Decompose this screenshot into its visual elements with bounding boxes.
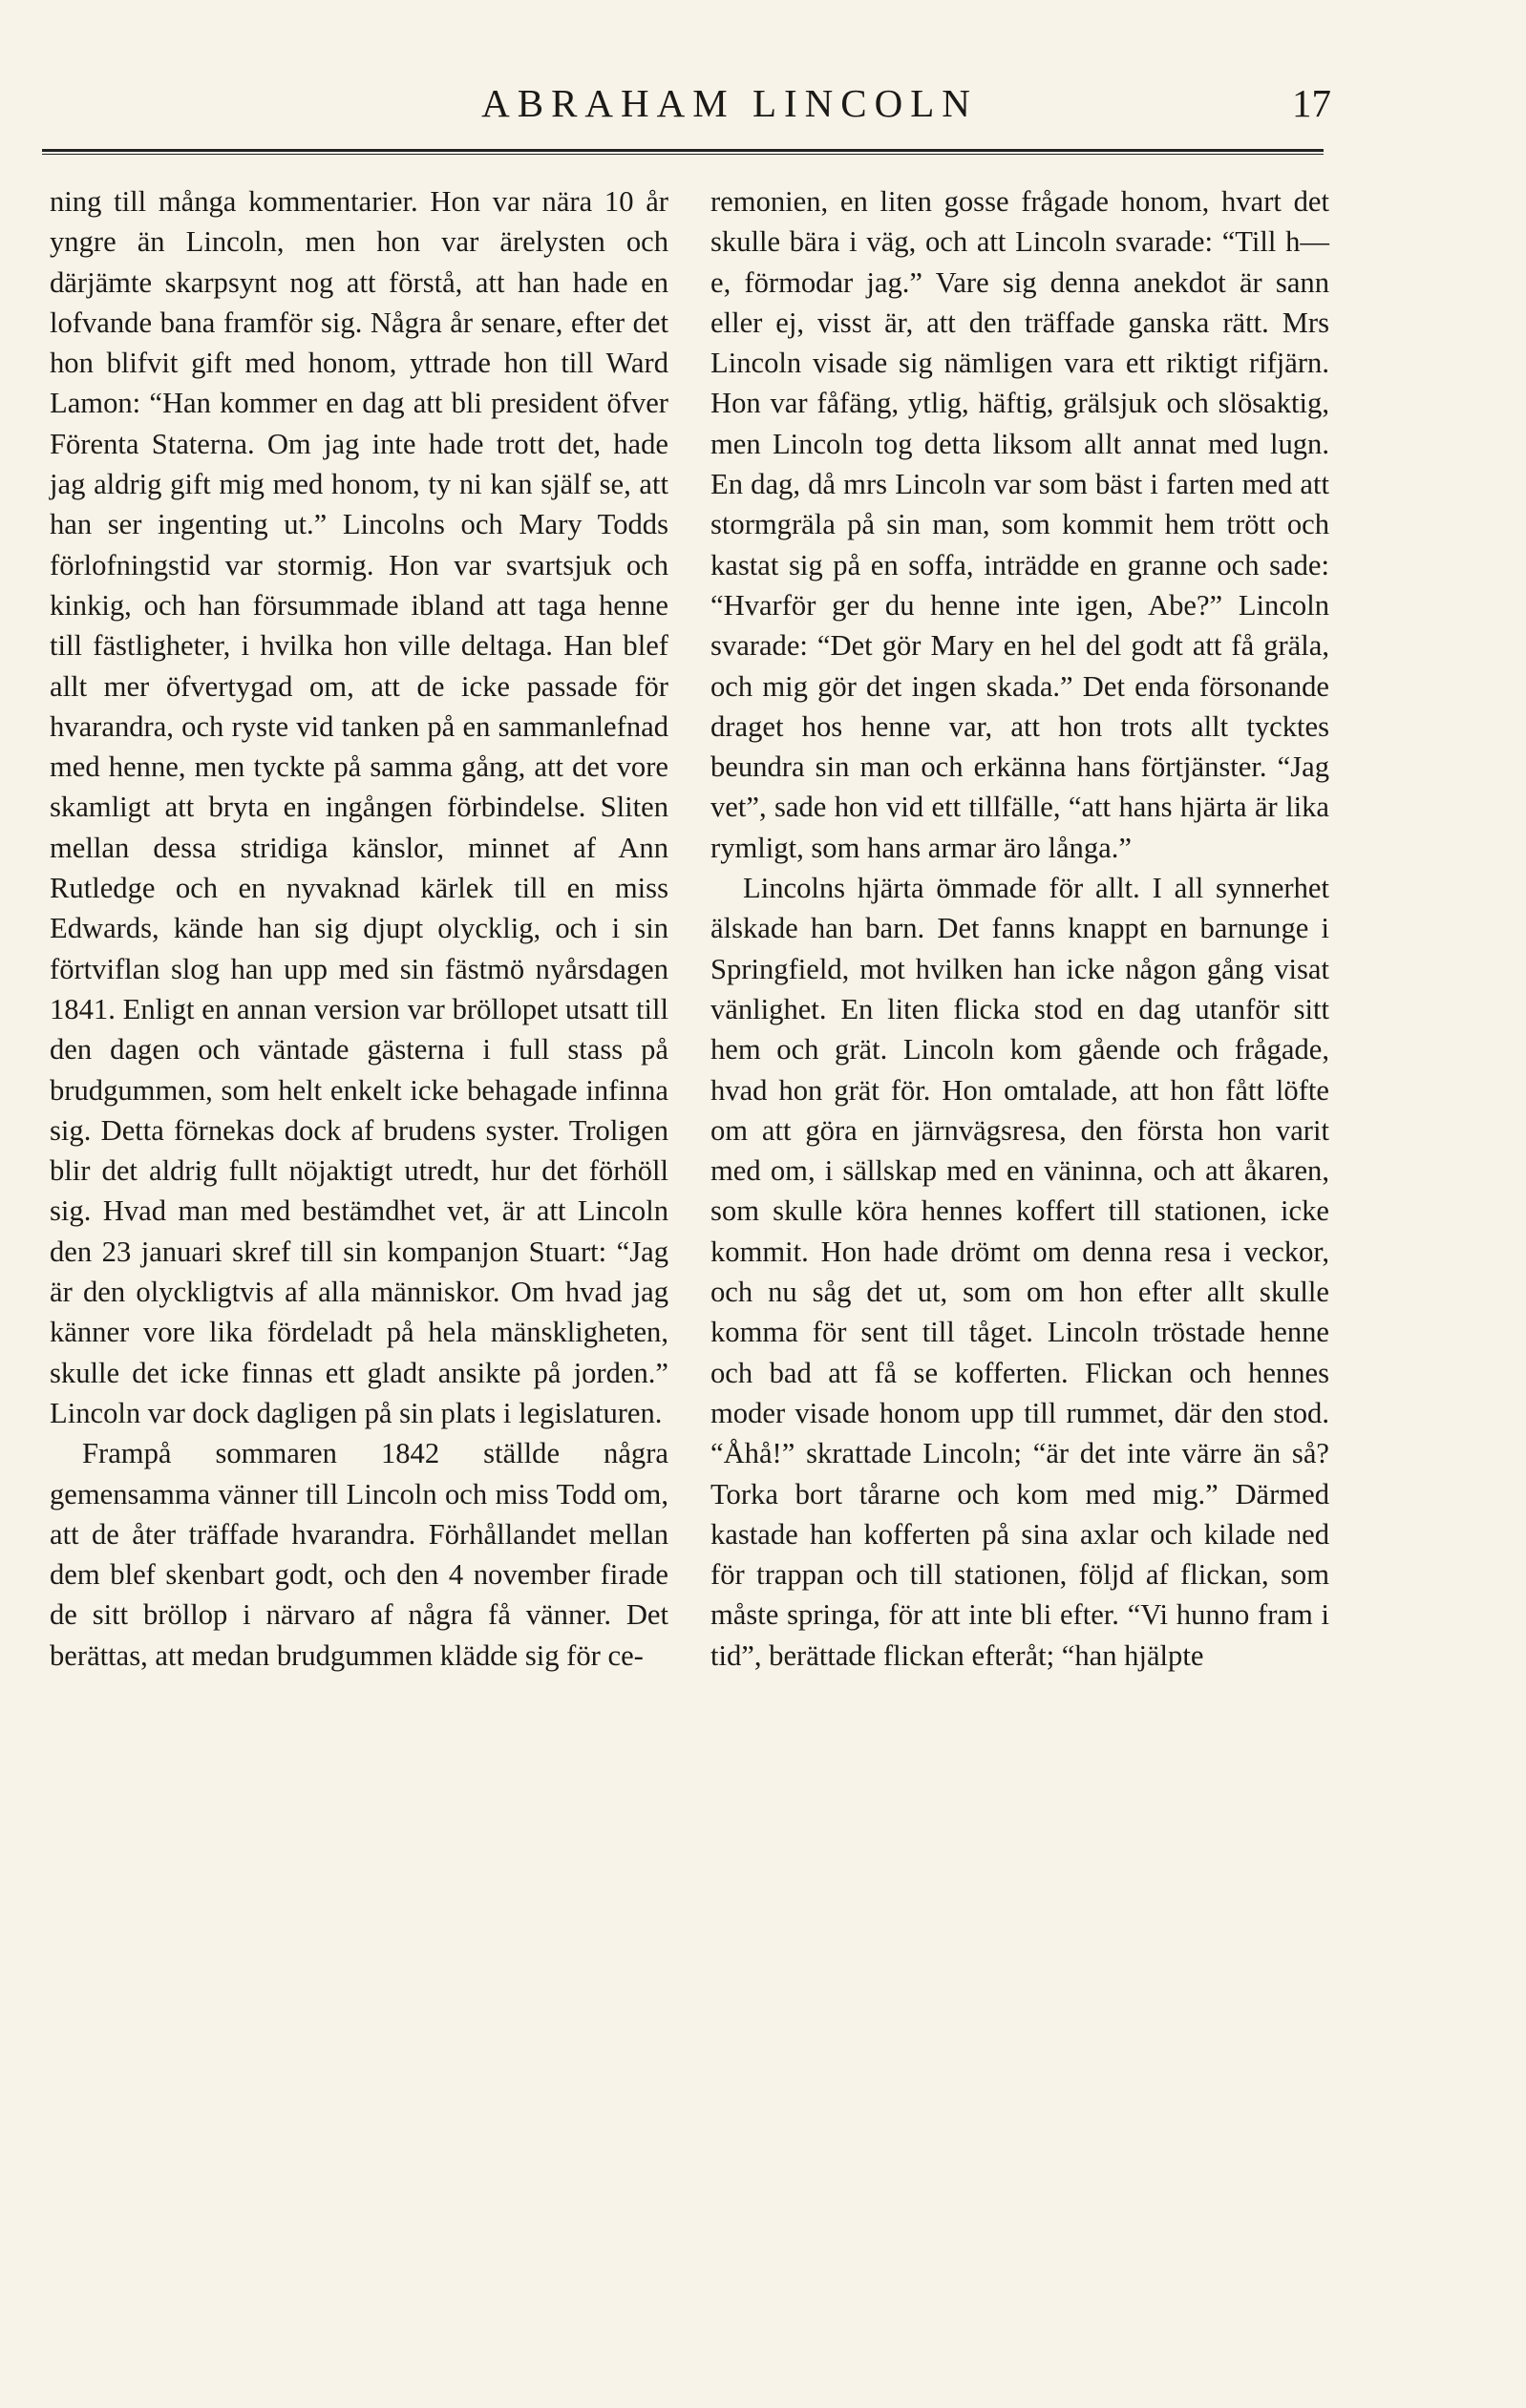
- running-title: ABRAHAM LINCOLN: [481, 81, 978, 125]
- right-column: [710, 181, 1329, 1676]
- paragraph: ning till många kommentarier. Hon var nära 10 år yngre än Lincoln, men hon var ärelysten och därjämte skarpsynt nog att förstå, att han hade en lofvande bana framför sig. Några år senare, efter det hon blifvit gift med honom, yttrade hon till Ward Lamon: “Han kommer en dag att bli president öfver Förenta Staterna. Om jag inte hade trott det, hade jag aldrig gift mig med honom, ty ni kan själf se, att han ser ingenting ut.” Lincolns och Mary Todds förlofningstid var stormig. Hon var svartsjuk och kinkig, och han försummade ibland att taga henne till fästligheter, i hvilka hon ville deltaga. Han blef allt mer öfvertygad om, att de icke passade för hvarandra, och ryste vid tanken på en sammanlefnad med henne, men tyckte på samma gång, att det vore skamligt att bryta en ingången förbindelse. Sliten mellan dessa stridiga känslor, minnet af Ann Rutledge och en nyvaknad kärlek till en miss Edwards, kände han sig djupt olycklig, och i sin förtviflan slog han upp med sin fästmö nyårsdagen 1841. Enligt en annan version var bröllopet utsatt till den dagen och väntade gästerna i full stass på brudgummen, som helt enkelt icke behagade infinna sig. Detta förnekas dock af brudens syster. Troligen blir det aldrig fullt nöjaktigt utredt, hur det förhöll sig. Hvad man med bestämdhet vet, är att Lincoln den 23 januari skref till sin kompanjon Stuart: “Jag är den olyckligtvis af alla människor. Om hvad jag känner vore lika fördeladt på hela mänskligheten, skulle det icke finnas ett gladt ansikte på jorden.” Lincoln var dock dagligen på sin plats i legislaturen.: [50, 185, 668, 1429]
- paragraph: remonien, en liten gosse frågade honom, hvart det skulle bära i väg, och att Lincoln svarade: “Till h—e, förmodar jag.” Vare sig denna anekdot är sann eller ej, visst är, att den träffade ganska rätt. Mrs Lincoln visade sig nämligen vara ett riktigt rifjärn. Hon var fåfäng, ytlig, häftig, grälsjuk och slösaktig, men Lincoln tog detta liksom allt annat med lugn. En dag, då mrs Lincoln var som bäst i farten med att stormgräla på sin man, som kommit hem trött och kastat sig på en soffa, inträdde en granne och sade: “Hvarför ger du henne inte igen, Abe?” Lincoln svarade: “Det gör Mary en hel del godt att få gräla, och mig gör det ingen skada.” Det enda försonande draget hos henne var, att hon trots allt tycktes beundra sin man och erkänna hans förtjänster. “Jag vet”, sade hon vid ett tillfälle, “att hans hjärta är lika rymligt, som hans armar äro långa.”: [710, 185, 1329, 864]
- header-rule: [42, 149, 1324, 155]
- page-number: 17: [1292, 81, 1331, 125]
- paragraph: Lincolns hjärta ömmade för allt. I all synnerhet älskade han barn. Det fanns knappt en barnunge i Springfield, mot hvilken han icke någon gång visat vänlighet. En liten flicka stod en dag utanför sitt hem och grät. Lincoln kom gående och frågade, hvad hon grät för. Hon omtalade, att hon fått löfte om att göra en järnvägsresa, den första hon varit med om, i sällskap med en väninna, och att åkaren, som skulle köra hennes koffert till stationen, icke kommit. Hon hade drömt om denna resa i veckor, och nu såg det ut, som om hon efter allt skulle komma för sent till tåget. Lincoln tröstade henne och bad att få se kofferten. Flickan och hennes moder visade honom upp till rummet, där den stod. “Åhå!” skrattade Lincoln; “är det inte värre än så? Torka bort tårarne och kom med mig.” Därmed kastade han kofferten på sina axlar och kilade ned för trappan och till stationen, följd af flickan, som måste springa, för att inte bli efter. “Vi hunno fram i tid”, berättade flickan efteråt; “han hjälpte: [710, 872, 1329, 1672]
- page-header: [42, 80, 1331, 137]
- left-column: [50, 181, 668, 1676]
- paragraph: Frampå sommaren 1842 ställde några gemensamma vänner till Lincoln och miss Todd om, att de åter träffade hvarandra. Förhållandet mellan dem blef skenbart godt, och den 4 november firade de sitt bröllop i närvaro af några få vänner. Det berättas, att medan brudgummen klädde sig för ce-: [50, 1437, 668, 1672]
